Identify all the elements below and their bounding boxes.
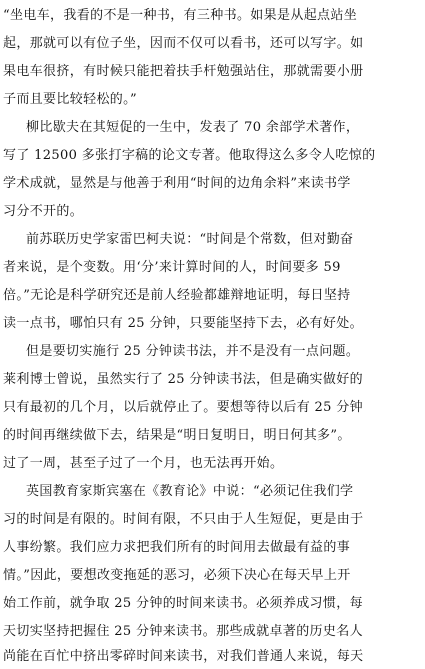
text-line: 过了一周，甚至子过了一个月，也无法再开始。 — [3, 456, 284, 471]
text-line: 天切实坚持把握住 25 分钟来读书。那些成就卓著的历史名人 — [3, 624, 363, 639]
text-line: 尚能在百忙中挤出零碎时间来读书，对我们普通人来说，每天 — [3, 649, 364, 664]
text-line: “坐电车，我看的不是一种书，有三种书。如果是从起点站坐 — [3, 8, 358, 23]
text-line: 情。”因此，要想改变拖延的恶习，必须下决心在每天早上开 — [3, 568, 351, 583]
text-line: 莱利博士曾说，虽然实行了 25 分钟读书法，但是确实做好的 — [3, 372, 363, 387]
text-line: 只有最初的几个月，以后就停止了。要想等待以后有 25 分钟 — [3, 400, 363, 415]
text-line: 柳比歇夫在其短促的一生中，发表了 70 余部学术著作， — [26, 120, 360, 135]
text-line: 习的时间是有限的。时间有限，不只由于人生短促，更是由于 — [3, 512, 364, 527]
text-line: 起，那就可以有位子坐，因而不仅可以看书，还可以写字。如 — [3, 36, 364, 51]
text-line: 但是要切实施行 25 分钟读书法，并不是没有一点问题。 — [26, 344, 360, 359]
text-line: 者来说，是个变数。用‘分’来计算时间的人，时间要多 59 — [3, 260, 341, 275]
text-line: 的时间再继续做下去，结果是“明日复明日，明日何其多”。 — [3, 428, 351, 443]
text-line: 习分不开的。 — [3, 204, 84, 219]
text-line: 写了 12500 多张打字稿的论文专著。他取得这么多令人吃惊的 — [3, 148, 376, 163]
text-line: 前苏联历史学家雷巴柯夫说：“时间是个常数，但对勤奋 — [26, 232, 354, 247]
text-line: 子而且要比较轻松的。” — [3, 92, 137, 107]
text-line: 始工作前，就争取 25 分钟的时间来读书。必须养成习惯，每 — [3, 596, 363, 611]
text-line: 读一点书，哪怕只有 25 分钟，只要能坚持下去，必有好处。 — [3, 316, 363, 331]
text-line: 果电车很挤，有时候只能把着扶手杆勉强站住，那就需要小册 — [3, 64, 364, 79]
text-line: 英国教育家斯宾塞在《教育论》中说：“必须记住我们学 — [26, 484, 354, 499]
text-line: 学术成就，显然是与他善于利用“时间的边角余料”来读书学 — [3, 176, 351, 191]
text-line: 倍。”无论是科学研究还是前人经验都雄辩地证明，每日坚持 — [3, 288, 351, 303]
text-line: 人事纷繁。我们应力求把我们所有的时间用去做最有益的事 — [3, 540, 351, 555]
